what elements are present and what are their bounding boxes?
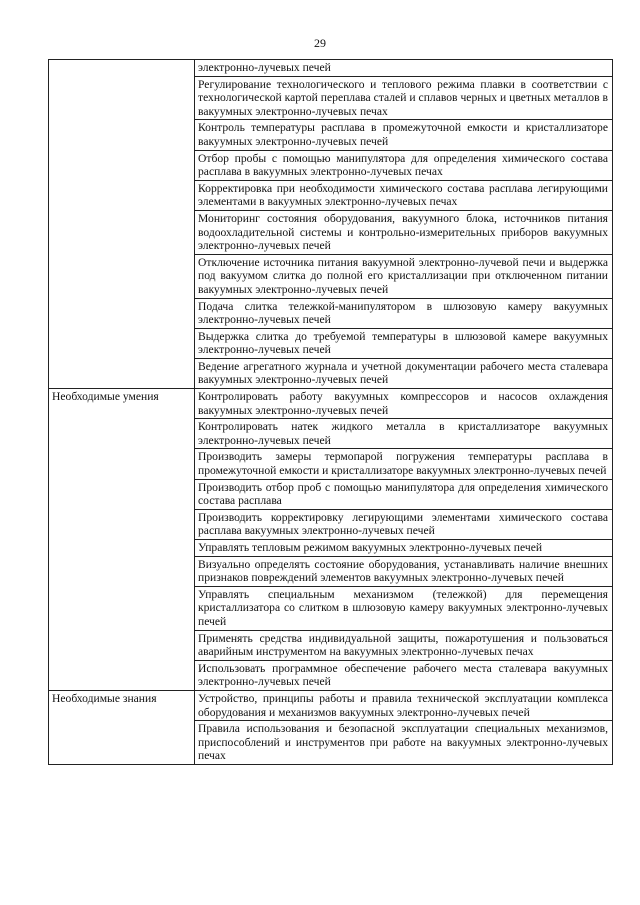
section-heading-cell: Необходимые знания <box>49 690 195 764</box>
requirement-item: Мониторинг состояния оборудования, вакуумного блока, источников питания водоохладительной системы и контрольно-измерительных приборов вакуумных электронно-лучевых печей <box>195 210 613 254</box>
requirement-item: Устройство, принципы работы и правила технической эксплуатации комплекса оборудования и механизмов вакуумных электронно-лучевых печей <box>195 690 613 720</box>
requirement-item: Контролировать натек жидкого металла в кристаллизаторе вакуумных электронно-лучевых печей <box>195 419 613 449</box>
page-number: 29 <box>314 36 326 50</box>
competency-table <box>48 59 613 765</box>
requirement-item: Применять средства индивидуальной защиты, пожаротушения и пользоваться аварийным инструментом на вакуумных электронно-лучевых печах <box>195 630 613 660</box>
table-row <box>49 690 613 720</box>
requirement-item: Отключение источника питания вакуумной электронно-лучевой печи и выдержка под вакуумом слитка до полной его кристаллизации при отключенном питании вакуумных электронно-лучевых печей <box>195 254 613 298</box>
requirement-item: Контроль температуры расплава в промежуточной емкости и кристаллизаторе вакуумных электронно-лучевых печей <box>195 120 613 150</box>
table-body <box>49 60 613 765</box>
section-heading-cell: Необходимые умения <box>49 389 195 691</box>
requirement-item: Правила использования и безопасной эксплуатации специальных механизмов, приспособлений и инструментов при работе на вакуумных электронно-лучевых печах <box>195 721 613 765</box>
requirement-item: Визуально определять состояние оборудования, устанавливать наличие внешних признаков повреждений элементов вакуумных электронно-лучевых печей <box>195 556 613 586</box>
requirement-item: Контролировать работу вакуумных компрессоров и насосов охлаждения вакуумных электронно-лучевых печей <box>195 389 613 419</box>
requirement-item: Подача слитка тележкой-манипулятором в шлюзовую камеру вакуумных электронно-лучевых печей <box>195 298 613 328</box>
table-row <box>49 60 613 77</box>
requirement-item: Регулирование технологического и теплового режима плавки в соответствии с технологической картой переплава сталей и сплавов черных и цветных металлов в вакуумных электронно-лучевых печах <box>195 76 613 120</box>
requirement-item: Выдержка слитка до требуемой температуры в шлюзовой камере вакуумных электронно-лучевых печей <box>195 328 613 358</box>
requirement-item: Управлять специальным механизмом (тележкой) для перемещения кристаллизатора со слитком в шлюзовую камеру вакуумных электронно-лучевых печей <box>195 586 613 630</box>
table-row <box>49 389 613 419</box>
requirement-item: Корректировка при необходимости химического состава расплава легирующими элементами в вакуумных электронно-лучевых печах <box>195 180 613 210</box>
requirement-item: Использовать программное обеспечение рабочего места сталевара вакуумных электронно-лучевых печей <box>195 660 613 690</box>
requirement-item: Производить замеры термопарой погружения температуры расплава в промежуточной емкости и кристаллизаторе вакуумных электронно-лучевых печей <box>195 449 613 479</box>
requirement-item: электронно-лучевых печей <box>195 60 613 77</box>
requirement-item: Отбор пробы с помощью манипулятора для определения химического состава расплава в вакуумных электронно-лучевых печах <box>195 150 613 180</box>
section-heading-cell <box>49 60 195 389</box>
requirement-item: Управлять тепловым режимом вакуумных электронно-лучевых печей <box>195 540 613 557</box>
requirement-item: Ведение агрегатного журнала и учетной документации рабочего места сталевара вакуумных электронно-лучевых печей <box>195 358 613 388</box>
requirement-item: Производить корректировку легирующими элементами химического состава расплава вакуумных электронно-лучевых печей <box>195 509 613 539</box>
requirement-item: Производить отбор проб с помощью манипулятора для определения химического состава расплава <box>195 479 613 509</box>
